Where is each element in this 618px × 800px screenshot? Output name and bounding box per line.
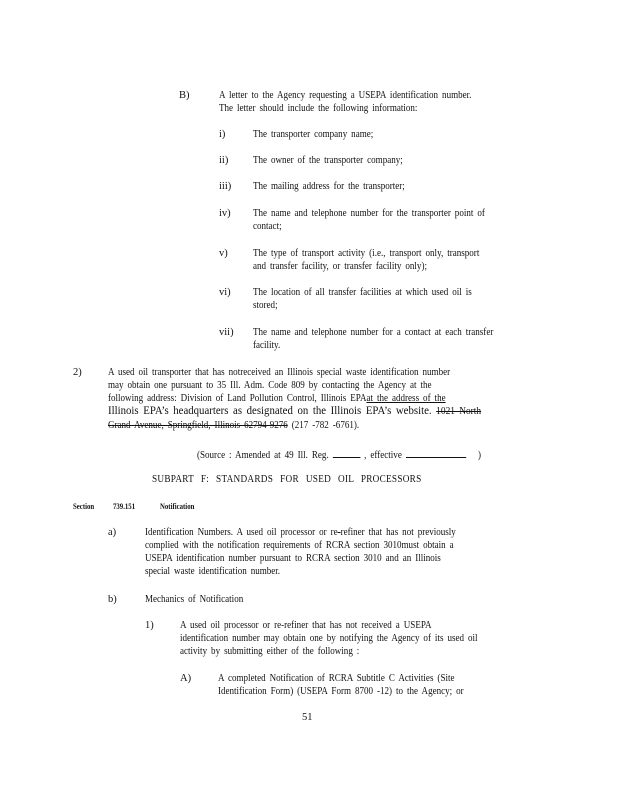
item-a-line4: special waste identification number. (145, 566, 281, 577)
sub-item-iv-line2: contact; (253, 221, 282, 232)
subpart-heading: SUBPART F: STANDARDS FOR USED OIL PROCESSORS (152, 474, 422, 485)
item-a-line1 (145, 526, 456, 539)
section-title: Notification (160, 501, 195, 511)
sub-item-iii-text: The mailing address for the transporter; (253, 181, 405, 192)
item-a-line1-deleted: - (337, 527, 341, 538)
sub-item-vii-label: vii) (219, 327, 234, 338)
sub-item-iv-line1: The name and telephone number for the transporter point of (253, 208, 485, 219)
item-2-line4 (108, 405, 481, 418)
item-A-line2: Identification Form) (USEPA Form 8700 -12) to the Agency; or (218, 686, 464, 697)
source-note-part2: , effective (364, 450, 402, 461)
sub-item-v-label: v) (219, 248, 228, 259)
item-1-label: 1) (145, 620, 154, 631)
item-2-line4-deleted: 1021 North (436, 406, 482, 417)
source-effective-blank (406, 447, 466, 458)
item-2-line4-text: Illinois EPA’s headquarters as designated on the Illinois EPA’s website. (108, 405, 432, 417)
item-2-line5-text: (217 -782 -6761). (291, 420, 360, 431)
sub-item-vii-line2: facility. (253, 340, 281, 351)
source-reg-blank (333, 447, 361, 458)
item-1-line3: activity by submitting either of the following : (180, 646, 360, 657)
item-b-line2: The letter should include the following information: (219, 103, 418, 114)
item-2-line3-text: following address: Division of Land Pollution Control, Illinois EPA (108, 393, 367, 404)
item-2-line1: A used oil transporter that has notreceived an Illinois special waste identification number (108, 367, 451, 378)
item-a-line2: complied with the notification requirements of RCRA section 3010must obtain a (145, 540, 454, 551)
item-a-line1-end: refiner that has not previously (340, 527, 456, 538)
sub-item-vi-line1: The location of all transfer facilities at which used oil is (253, 287, 472, 298)
sub-item-ii-text: The owner of the transporter company; (253, 155, 403, 166)
source-note (197, 447, 481, 462)
section-number: 739.151 (113, 501, 136, 511)
item-b2-text: Mechanics of Notification (145, 594, 244, 605)
item-a-label: a) (108, 527, 117, 538)
sub-item-vi-line2: stored; (253, 300, 278, 311)
sub-item-i-text: The transporter company name; (253, 129, 374, 140)
item-2-line5-deleted: Grand Avenue, Springfield, Illinois 62794-9276 (108, 420, 288, 431)
page-number: 51 (302, 712, 313, 723)
sub-item-iv-label: iv) (219, 208, 231, 219)
item-1-line1: A used oil processor or re-refiner that has not received a USEPA (180, 620, 432, 631)
item-1-line2: identification number may obtain one by notifying the Agency of its used oil (180, 633, 478, 644)
sub-item-vi-label: vi) (219, 287, 231, 298)
sub-item-i-label: i) (219, 129, 226, 140)
item-A-line1: A completed Notification of RCRA Subtitle C Activities (Site (218, 673, 455, 684)
source-note-part1: (Source : Amended at 49 Ill. Reg. (197, 450, 329, 461)
item-2-line3-inserted: at the address of the (366, 393, 446, 404)
item-b-line1: A letter to the Agency requesting a USEPA identification number. (219, 90, 472, 101)
item-2-line5 (108, 419, 359, 432)
sub-item-v-line2: and transfer facility, or transfer facility only); (253, 261, 427, 272)
sub-item-iii-label: iii) (219, 181, 232, 192)
item-2-label: 2) (73, 367, 82, 378)
item-2-line2: may obtain one pursuant to 35 Ill. Adm. Code 809 by contacting the Agency at the (108, 380, 432, 391)
item-a-line1-start: Identification Numbers. A used oil processor or re (145, 527, 338, 538)
sub-item-ii-label: ii) (219, 155, 229, 166)
item-a-line3: USEPA identification number pursuant to RCRA section 3010 and an Illinois (145, 553, 441, 564)
item-A-label: A) (180, 673, 192, 684)
sub-item-v-line1: The type of transport activity (i.e., transport only, transport (253, 248, 480, 259)
item-b2-label: b) (108, 594, 117, 605)
source-note-part3: ) (477, 450, 481, 461)
sub-item-vii-line1: The name and telephone number for a contact at each transfer (253, 327, 494, 338)
item-b-label: B) (179, 90, 190, 101)
section-label: Section (73, 501, 95, 511)
item-2-line3 (108, 392, 446, 405)
